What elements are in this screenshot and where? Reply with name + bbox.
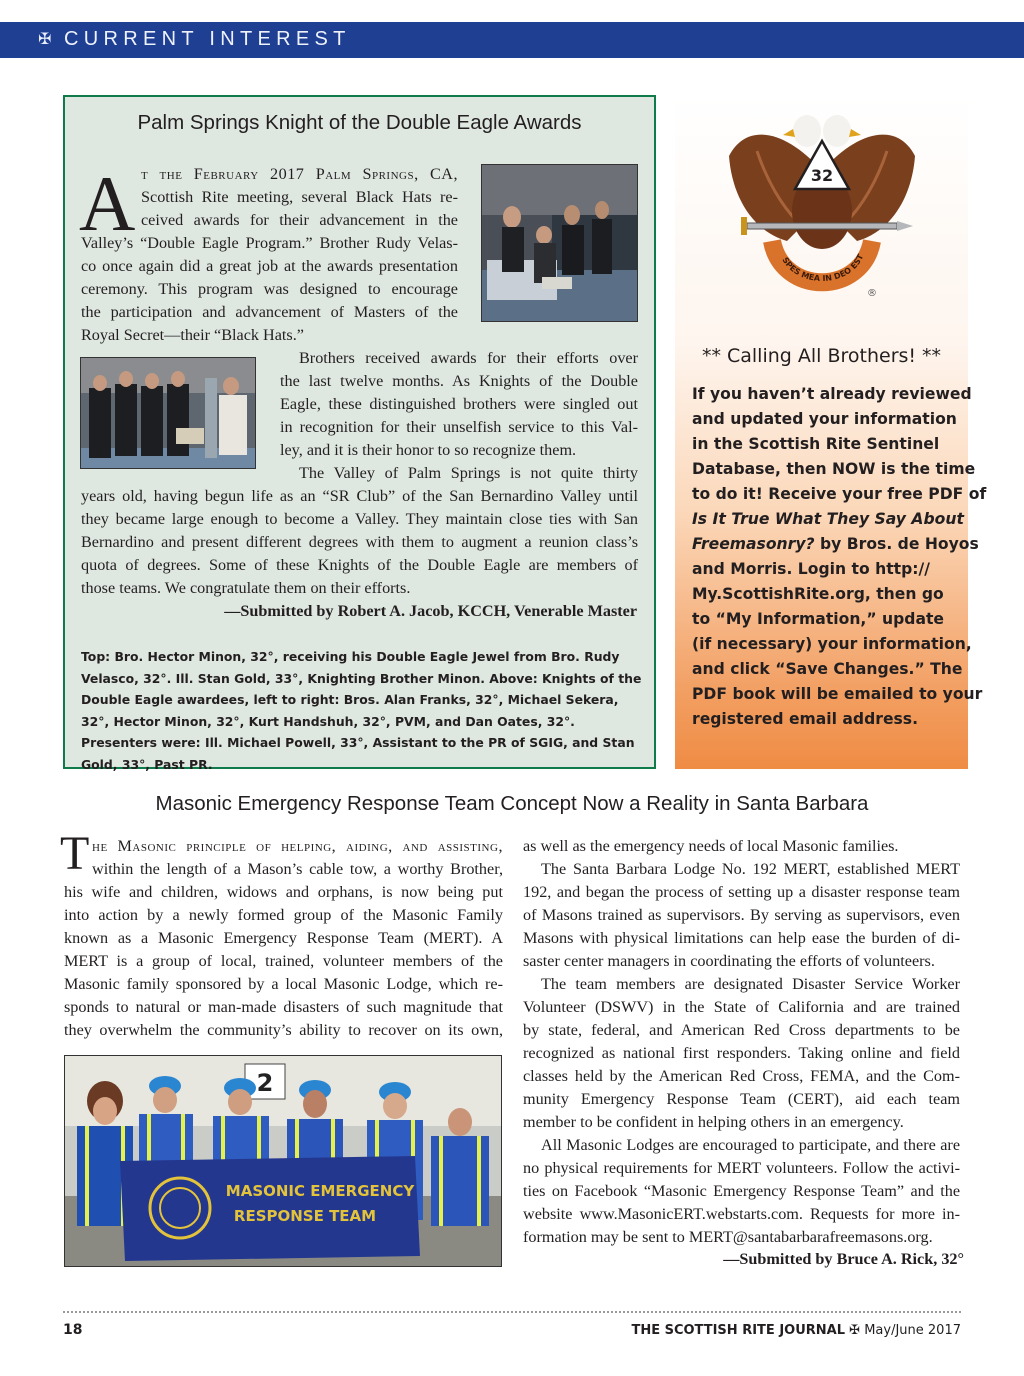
photo-jewel-presentation — [481, 164, 638, 322]
photo-awardees-group — [80, 357, 256, 469]
journal-footer — [631, 1323, 961, 1338]
sign-number: 2 — [256, 1069, 274, 1097]
photo-caption: Top: Bro. Hector Minon, 32°, receiving his Double Eagle Jewel from Bro. Rudy Velasco, 32°. Ill. Stan Gold, 33°, Knighting Brother Minon. Above: Knights of the Double Eagle awardees, left to right: Bros. Alan Franks, 32°, Michael Sekera, 32°, Hector Minon, 32°, Kurt Handshuh, 32°, PVM, and Dan Oates, 32°. Presenters were: Ill. Michael Powell, 33°, Assistant to the PR of SGIG, and Stan Gold, 33°, Past PR. — [81, 649, 642, 772]
sidebar-line: PDF book will be emailed to your — [692, 685, 983, 703]
text-line: as well as the emergency needs of local Masonic families. — [523, 837, 899, 855]
text-line: formation may be sent to MERT@santabarbarafreemasons.org. — [523, 1228, 933, 1246]
sidebar-line: and updated your information — [692, 410, 957, 428]
sidebar-line: Database, then NOW is the time — [692, 460, 976, 478]
text-line: his wife and children, widows and orphans, is now being put — [64, 883, 503, 901]
text-line: Eagle, these distinguished brothers were singled out — [280, 395, 638, 413]
article-byline: —Submitted by Robert A. Jacob, KCCH, Venerable Master — [224, 602, 637, 620]
text-line: they became large enough to become a Valley. They maintain close ties with San — [81, 510, 638, 528]
book-title: Freemasonry? — [692, 535, 815, 553]
registered-mark: ® — [867, 288, 877, 299]
text-line: The Valley of Palm Springs is not quite thirty — [299, 464, 638, 482]
sidebar-line: Freemasonry? by Bros. de Hoyos — [692, 535, 979, 553]
sidebar-line: to “My Information,” update — [692, 610, 945, 628]
text-line: by state, federal, and American Red Cross departments to be — [523, 1021, 960, 1039]
sidebar-line: and Morris. Login to http:// — [692, 560, 930, 578]
text-line: recognized as national first responders. Taking online and field — [523, 1044, 960, 1062]
sidebar-headline: ** Calling All Brothers! ** — [701, 345, 942, 367]
text-line: MERT is a group of local, trained, volunteer members of the — [64, 952, 503, 970]
text-line: in recognition for their unselfish service to this Val- — [280, 418, 638, 436]
text-line: ties on Facebook “Masonic Emergency Response Team” and the — [523, 1182, 960, 1200]
sidebar-line: and click “Save Changes.” The — [692, 660, 963, 678]
text-line: they overwhelm the community’s ability to recover on its own, — [64, 1021, 503, 1039]
sidebar-line: registered email address. — [692, 710, 919, 728]
banner-line1: MASONIC EMERGENCY — [225, 1182, 415, 1200]
sidebar-line: (if necessary) your information, — [692, 635, 972, 653]
text-line: The team members are designated Disaster Service Worker — [541, 975, 960, 993]
text-line: t the February 2017 Palm Springs, CA, — [141, 165, 458, 183]
article-double-eagle-box — [63, 95, 656, 772]
section-title: CURRENT INTEREST — [64, 28, 351, 50]
maltese-cross-icon: ✠ — [38, 29, 52, 48]
sentinel-database-sidebar — [675, 95, 987, 769]
sidebar-line: to do it! Receive your free PDF of — [692, 485, 987, 503]
text-line: Brothers received awards for their efforts over — [299, 349, 638, 367]
photo-mert-team — [64, 1055, 502, 1267]
page-number: 18 — [63, 1322, 83, 1338]
text-line: classes held by the American Red Cross, FEMA, and the Com- — [523, 1067, 960, 1085]
double-eagle-logo — [727, 101, 917, 311]
text-line: sponds to natural or man-made disasters of such magnitude that — [64, 998, 503, 1016]
text-line: known as a Masonic Emergency Response Team (MERT). A — [64, 929, 503, 947]
text-line: co once again did a great job at the awards presentation — [81, 257, 458, 275]
text-line: ley, and it is their honor to so recognize them. — [280, 441, 577, 459]
text-line: Valley’s “Double Eagle Program.” Brother Rudy Velas- — [81, 234, 458, 252]
text-line: ceived awards for their advancement in the — [141, 211, 458, 229]
book-title: Is It True What They Say About — [692, 510, 964, 528]
text-line: saster center managers in coordinating the efforts of volunteers. — [523, 952, 935, 970]
journal-name: THE SCOTTISH RITE JOURNAL — [631, 1323, 846, 1338]
text-line: Masonic family sponsored by a local Masonic Lodge, which re- — [64, 975, 503, 993]
text-line: Masons with physical limitations can help ease the burden of di- — [523, 929, 960, 947]
text-line: years old, having begun life as an “SR Club” of the San Bernardino Valley until — [81, 487, 638, 505]
logo-motto: SPES MEA IN DEO EST — [780, 252, 866, 284]
text-line: Scottish Rite meeting, several Black Hats re- — [141, 188, 458, 206]
text-line: no physical requirements for MERT volunteers. Follow the activi- — [523, 1159, 960, 1177]
text-line: member to be confident in helping others in an emergency. — [523, 1113, 904, 1131]
sidebar-line: My.ScottishRite.org, then go — [692, 585, 944, 603]
text-line: of Masons trained as supervisors. By serving as supervisors, even — [523, 906, 960, 924]
text-line: quota of degrees. Some of these Knights of the Double Eagle are members of — [81, 556, 638, 574]
article2-title: Masonic Emergency Response Team Concept Now a Reality in Santa Barbara — [155, 792, 869, 815]
text-line: Bernardino and present different degrees with them to augment a reunion class’s — [81, 533, 638, 551]
text-line: 192, and began the process of setting up a disaster response team — [523, 883, 960, 901]
text-line: The Santa Barbara Lodge No. 192 MERT, established MERT — [541, 860, 960, 878]
text-line: Volunteer (DSWV) in the State of California and are trained — [523, 998, 960, 1016]
drop-cap: T — [60, 827, 90, 880]
text-line: munity Emergency Response Team (CERT), aid each team — [523, 1090, 960, 1108]
text-line: he Masonic principle of helping, aiding, and assisting, — [92, 837, 503, 855]
text-line: ceremony. This program was designed to encourage — [81, 280, 458, 298]
text-line: within the length of a Mason’s cable tow, a worthy Brother, — [92, 860, 503, 878]
text-line: website www.MasonicERT.webstarts.com. Requests for more in- — [523, 1205, 960, 1223]
footer-divider — [63, 1311, 961, 1313]
text-line: the last twelve months. As Knights of the Double — [280, 372, 638, 390]
banner-line2: RESPONSE TEAM — [233, 1207, 377, 1225]
maltese-cross-icon: ✠ — [849, 1323, 861, 1338]
sidebar-line: If you haven’t already reviewed — [692, 385, 972, 403]
article2-byline: —Submitted by Bruce A. Rick, 32° — [723, 1250, 964, 1268]
section-header-band — [0, 22, 1024, 58]
text-line: the participation and advancement of Masters of the — [81, 303, 458, 321]
text-line: into action by a newly formed group of the Masonic Family — [64, 906, 503, 924]
text-line: All Masonic Lodges are encouraged to participate, and there are — [541, 1136, 960, 1154]
article-title: Palm Springs Knight of the Double Eagle Awards — [137, 111, 582, 134]
drop-cap: A — [79, 160, 136, 247]
sidebar-line: in the Scottish Rite Sentinel — [692, 435, 940, 453]
text-line: Royal Secret—their “Black Hats.” — [81, 326, 304, 344]
issue-date: May/June 2017 — [864, 1323, 961, 1338]
text-line: those teams. We congratulate them on their efforts. — [81, 579, 411, 597]
logo-number: 32 — [810, 166, 834, 185]
